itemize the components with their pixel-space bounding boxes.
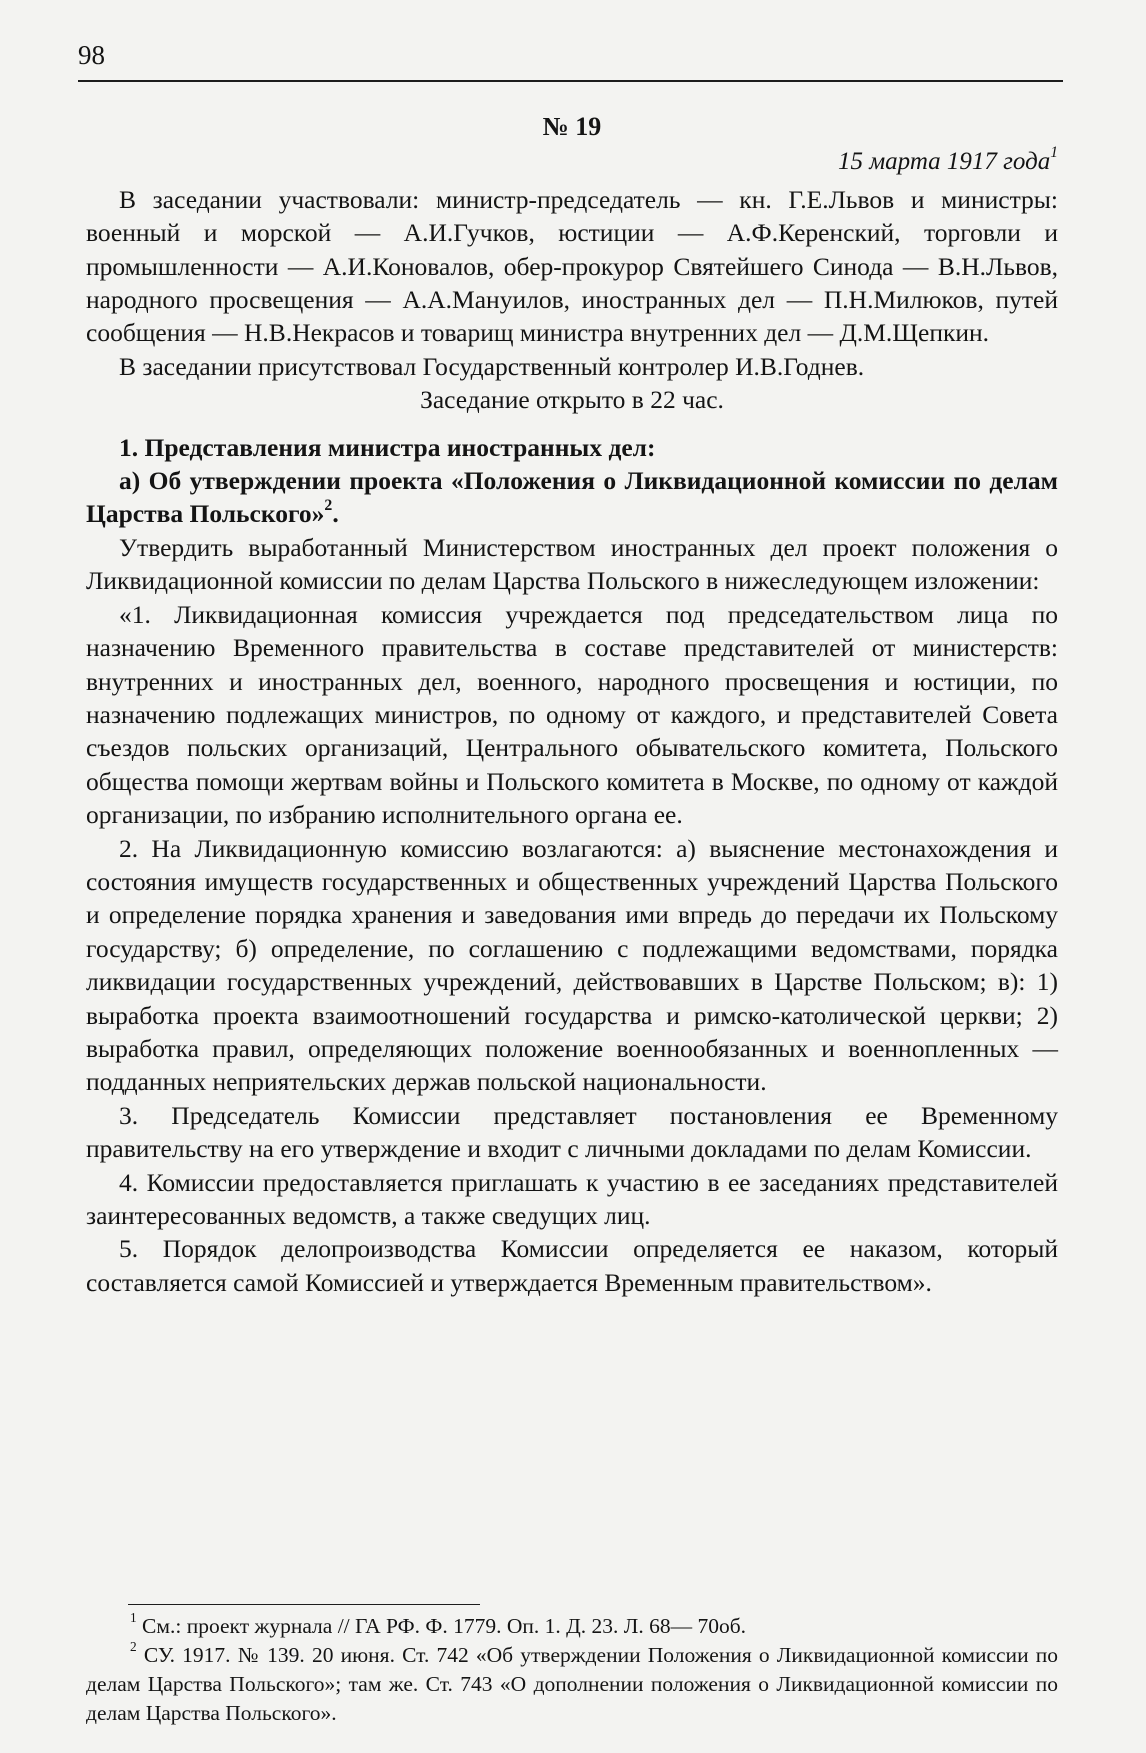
clause-1: «1. Ликвидационная комиссия учреждается под председательством лица по назначению Временного правительства в составе представителей от министерств: внутренних и иностранных дел, военного, народного просвещения и юстиции, по назначению подлежащих министров, по одному от каждого, и представителей Совета съездов польских организаций, Центрального обывательского комитета, Польского общества помощи жертвам войны и Польского комитета в Москве, по одному от каждой организации, по избранию исполнительного органа ее. [86, 599, 1058, 830]
subsection-title-end: . [332, 499, 339, 529]
present-paragraph: В заседании присутствовал Государственный контролер И.В.Годнев. [119, 351, 865, 381]
document-date-text: 15 марта 1917 года [837, 148, 1051, 176]
footnote-2-text: СУ. 1917. № 139. 20 июня. Ст. 742 «Об утверждении Положения о Ликвидационной комиссии по делам Царства Польского»; там же. Ст. 743 «О дополнении положения о Ликвидационной комиссии по делам Царства Польского». [86, 1643, 1058, 1725]
footnote-1-mark: 1 [130, 1610, 137, 1626]
section-title: 1. Представления министра иностранных дел: [119, 432, 656, 462]
footnote-1 [86, 1612, 1058, 1641]
footnotes [86, 1612, 1058, 1728]
decision-paragraph: Утвердить выработанный Министерством иностранных дел проект положения о Ликвидационной комиссии по делам Царства Польского в нижеследующем изложении: [86, 532, 1058, 596]
header-rule [78, 80, 1063, 82]
clause-2: 2. На Ликвидационную комиссию возлагаются: а) выяснение местонахождения и состояния имуществ государственных и общественных учреждений Царства Польского и определение порядка хранения и заведования ими впредь до передачи их Польскому государству; б) определение, по соглашению с подлежащими ведомствами, порядка ликвидации государственных учреждений, действовавших в Царстве Польском; в): 1) выработка проекта взаимоотношений государства и римско-католической церкви; 2) выработка правил, определяющих положение военнообязанных и военнопленных — подданных неприятельских держав польской национальности. [86, 833, 1058, 1097]
date-footnote-ref: 1 [1050, 143, 1058, 161]
subsection-title [86, 464, 1058, 531]
participants-paragraph: В заседании участвовали: министр-председатель — кн. Г.Е.Львов и министры: военный и морской — А.И.Гучков, юстиции — А.Ф.Керенский, торговли и промышленности — А.И.Коновалов, обер-прокурор Святейшего Синода — В.Н.Львов, народного просвещения — А.А.Мануилов, иностранных дел — П.Н.Милюков, путей сообщения — Н.В.Некрасов и товарищ министра внутренних дел — Д.М.Щепкин. [86, 184, 1058, 348]
footnote-rule [128, 1604, 480, 1605]
meeting-opened: Заседание открыто в 22 час. [420, 385, 724, 415]
page-number: 98 [78, 40, 105, 70]
subsection-footnote-ref: 2 [324, 496, 333, 514]
footnote-2 [86, 1641, 1058, 1728]
footnote-1-text: См.: проект журнала // ГА РФ. Ф. 1779. Оп. 1. Д. 23. Л. 68— 70об. [136, 1614, 747, 1638]
document-body [86, 110, 1058, 1299]
footnote-2-mark: 2 [130, 1639, 137, 1655]
document-date [86, 145, 1058, 178]
document-number: № 19 [542, 112, 602, 141]
clause-3: 3. Председатель Комиссии представляет постановления ее Временному правительству на его утверждение и входит с личными докладами по делам Комиссии. [86, 1100, 1058, 1164]
subsection-title-text: а) Об утверждении проекта «Положения о Ликвидационной комиссии по делам Царства Польского» [86, 466, 1058, 529]
clause-4: 4. Комиссии предоставляется приглашать к участию в ее заседаниях представителей заинтересованных ведомств, а также сведущих лиц. [86, 1167, 1058, 1230]
clause-5: 5. Порядок делопроизводства Комиссии определяется ее наказом, который составляется самой Комиссией и утверждается Временным правительством». [86, 1234, 1058, 1297]
